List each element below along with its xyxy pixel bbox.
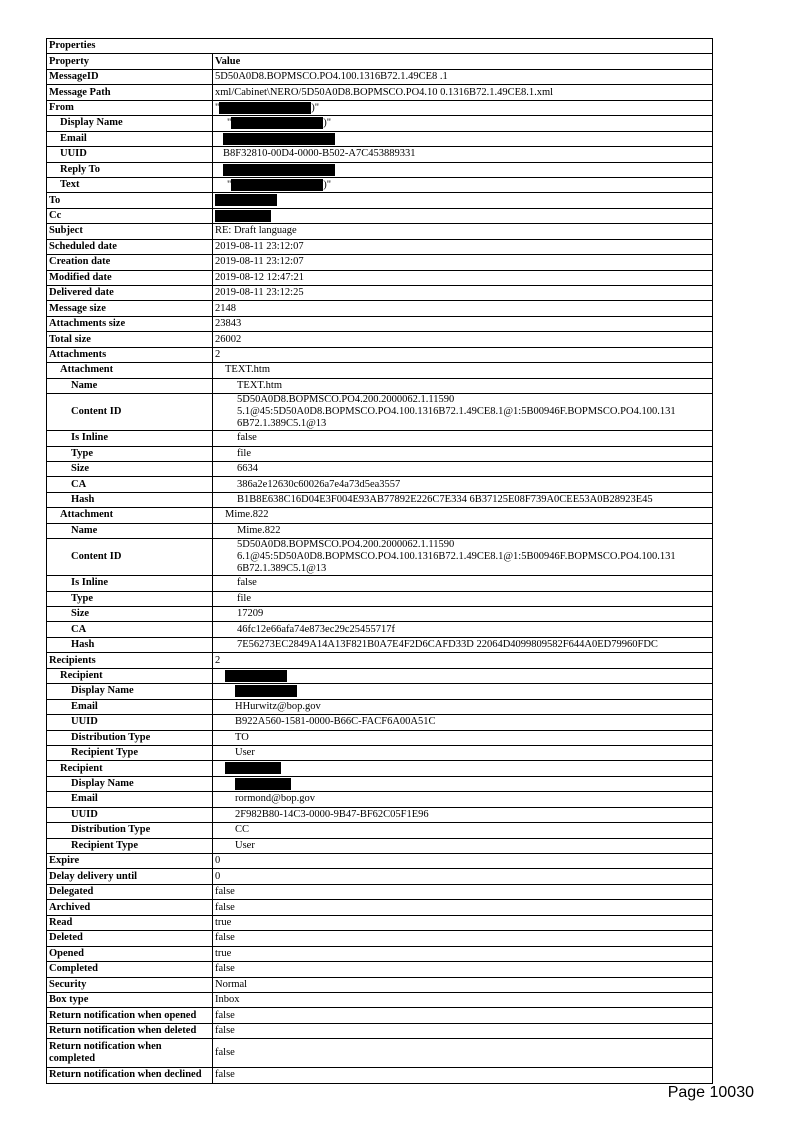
property-label: Content ID bbox=[47, 539, 213, 576]
header-value: Value bbox=[213, 54, 713, 69]
property-value bbox=[213, 316, 713, 331]
property-row bbox=[47, 255, 713, 270]
property-label: UUID bbox=[47, 715, 213, 730]
property-value bbox=[213, 477, 713, 492]
property-value bbox=[213, 208, 713, 223]
property-label: Subject bbox=[47, 224, 213, 239]
property-value bbox=[213, 492, 713, 507]
property-value-text: 6634 bbox=[237, 463, 258, 475]
property-label: Size bbox=[47, 461, 213, 476]
property-value-suffix: )" bbox=[311, 102, 320, 114]
property-value bbox=[213, 100, 713, 115]
property-row bbox=[47, 761, 713, 776]
property-row bbox=[47, 270, 713, 285]
property-value-text: 0 bbox=[215, 855, 221, 867]
property-value-text: B8F32810-00D4-0000-B502-A7C453889331 bbox=[223, 148, 416, 160]
property-value-text: 23843 bbox=[215, 318, 242, 330]
property-value bbox=[213, 539, 713, 576]
property-row bbox=[47, 539, 713, 576]
property-row bbox=[47, 301, 713, 316]
property-label: Return notification when opened bbox=[47, 1008, 213, 1023]
property-row bbox=[47, 431, 713, 446]
property-value bbox=[213, 116, 713, 131]
property-value bbox=[213, 431, 713, 446]
property-row bbox=[47, 363, 713, 378]
property-value bbox=[213, 270, 713, 285]
property-row bbox=[47, 946, 713, 961]
property-row bbox=[47, 347, 713, 362]
property-value bbox=[213, 162, 713, 177]
property-value-text: 46fc12e66afa74e873ec29c25455717f bbox=[237, 623, 396, 635]
redaction-block bbox=[235, 778, 291, 790]
property-row bbox=[47, 607, 713, 622]
redaction-block bbox=[235, 685, 297, 697]
property-value bbox=[213, 884, 713, 899]
property-label: Archived bbox=[47, 900, 213, 915]
property-value-text: 17209 bbox=[237, 608, 264, 620]
property-row bbox=[47, 684, 713, 699]
property-label: Is Inline bbox=[47, 431, 213, 446]
redaction-block bbox=[215, 194, 277, 206]
property-label: Hash bbox=[47, 492, 213, 507]
property-row bbox=[47, 332, 713, 347]
property-value-text: TEXT.htm bbox=[237, 379, 283, 391]
properties-table-body bbox=[47, 39, 713, 1084]
property-label: Name bbox=[47, 378, 213, 393]
property-row bbox=[47, 977, 713, 992]
property-label: Message size bbox=[47, 301, 213, 316]
property-label: Reply To bbox=[47, 162, 213, 177]
redaction-block bbox=[215, 210, 271, 222]
property-value-text: HHurwitz@bop.gov bbox=[235, 700, 321, 712]
property-row bbox=[47, 776, 713, 791]
property-value bbox=[213, 1008, 713, 1023]
property-value-text: 2019-08-11 23:12:07 bbox=[215, 256, 304, 268]
property-label: Completed bbox=[47, 962, 213, 977]
property-row bbox=[47, 715, 713, 730]
property-value bbox=[213, 461, 713, 476]
property-value bbox=[213, 286, 713, 301]
property-label: Attachment bbox=[47, 508, 213, 523]
property-value bbox=[213, 823, 713, 838]
property-value-text: 26002 bbox=[215, 333, 242, 345]
property-value-suffix: )" bbox=[323, 117, 332, 129]
property-label: Return notification when deleted bbox=[47, 1023, 213, 1038]
property-row bbox=[47, 576, 713, 591]
property-value bbox=[213, 301, 713, 316]
property-row bbox=[47, 931, 713, 946]
property-row bbox=[47, 69, 713, 84]
property-label: Type bbox=[47, 591, 213, 606]
property-label: CA bbox=[47, 477, 213, 492]
property-value-text: 2019-08-11 23:12:07 bbox=[215, 240, 304, 252]
property-value-text: false bbox=[215, 1069, 235, 1081]
property-label: Distribution Type bbox=[47, 730, 213, 745]
property-value-text: 5D50A0D8.BOPMSCO.PO4.200.2000062.1.11590 5.1@45:5D50A0D8.BOPMSCO.PO4.100.1316B72.1.49CE8.1@1:5B00946F.BOPMSCO.PO4.100.131 6B72.1.389C5.1@13 bbox=[237, 394, 676, 430]
property-label: To bbox=[47, 193, 213, 208]
property-value bbox=[213, 745, 713, 760]
property-value-text: false bbox=[215, 963, 235, 975]
property-value-text: 7E56273EC2849A14A13F821B0A7E4F2D6CAFD33D 22064D4099809582F644A0ED79960FDC bbox=[237, 639, 658, 651]
property-label: Distribution Type bbox=[47, 823, 213, 838]
property-value bbox=[213, 394, 713, 431]
property-label: Display Name bbox=[47, 776, 213, 791]
property-label: Deleted bbox=[47, 931, 213, 946]
property-label: Text bbox=[47, 177, 213, 192]
property-value-text: 2148 bbox=[215, 302, 236, 314]
property-value-text: B922A560-1581-0000-B66C-FACF6A00A51C bbox=[235, 716, 436, 728]
property-label: Delivered date bbox=[47, 286, 213, 301]
property-row bbox=[47, 193, 713, 208]
property-value-text: 5D50A0D8.BOPMSCO.PO4.200.2000062.1.11590 6.1@45:5D50A0D8.BOPMSCO.PO4.100.1316B72.1.49CE8.1@1:5B00946F.BOPMSCO.PO4.100.131 6B72.1.389C5.1@13 bbox=[237, 539, 676, 575]
property-label: Display Name bbox=[47, 684, 213, 699]
property-row bbox=[47, 224, 713, 239]
property-row bbox=[47, 637, 713, 652]
property-row bbox=[47, 699, 713, 714]
property-value-text: false bbox=[237, 577, 257, 589]
property-label: UUID bbox=[47, 147, 213, 162]
property-row bbox=[47, 100, 713, 115]
property-row bbox=[47, 900, 713, 915]
property-label: Email bbox=[47, 131, 213, 146]
property-label: Attachment bbox=[47, 363, 213, 378]
redaction-block bbox=[219, 102, 311, 114]
property-row bbox=[47, 807, 713, 822]
property-row bbox=[47, 915, 713, 930]
property-value-text: false bbox=[215, 1009, 235, 1021]
property-value-text: false bbox=[215, 1047, 235, 1059]
property-row bbox=[47, 316, 713, 331]
property-label: Email bbox=[47, 699, 213, 714]
property-row bbox=[47, 962, 713, 977]
property-value bbox=[213, 508, 713, 523]
property-label: Attachments bbox=[47, 347, 213, 362]
property-value-text: 2 bbox=[215, 654, 221, 666]
property-row bbox=[47, 477, 713, 492]
property-label: Recipients bbox=[47, 653, 213, 668]
property-row bbox=[47, 461, 713, 476]
table-title: Properties bbox=[47, 39, 713, 54]
property-row bbox=[47, 622, 713, 637]
property-value-text: 2 bbox=[215, 348, 221, 360]
property-label: MessageID bbox=[47, 69, 213, 84]
property-row bbox=[47, 147, 713, 162]
property-label: Size bbox=[47, 607, 213, 622]
property-value-text: file bbox=[237, 447, 251, 459]
property-label: Message Path bbox=[47, 85, 213, 100]
property-value-text: TEXT.htm bbox=[225, 364, 271, 376]
property-value bbox=[213, 69, 713, 84]
property-value-text: 0 bbox=[215, 870, 221, 882]
property-value bbox=[213, 992, 713, 1007]
property-row bbox=[47, 1039, 713, 1068]
property-label: UUID bbox=[47, 807, 213, 822]
property-value-text: 2F982B80-14C3-0000-9B47-BF62C05F1E96 bbox=[235, 808, 429, 820]
property-label: Name bbox=[47, 523, 213, 538]
property-label: Recipient Type bbox=[47, 745, 213, 760]
property-row bbox=[47, 838, 713, 853]
property-row bbox=[47, 523, 713, 538]
property-label: Total size bbox=[47, 332, 213, 347]
property-label: CA bbox=[47, 622, 213, 637]
property-value bbox=[213, 977, 713, 992]
property-value bbox=[213, 761, 713, 776]
property-value-text: false bbox=[215, 1025, 235, 1037]
property-label: Is Inline bbox=[47, 576, 213, 591]
property-value-text: Inbox bbox=[215, 994, 240, 1006]
property-label: Return notification when completed bbox=[47, 1039, 213, 1068]
property-value-text: false bbox=[215, 901, 235, 913]
property-value bbox=[213, 869, 713, 884]
property-value bbox=[213, 576, 713, 591]
property-value bbox=[213, 946, 713, 961]
property-value bbox=[213, 931, 713, 946]
property-row bbox=[47, 854, 713, 869]
property-value bbox=[213, 807, 713, 822]
redaction-block bbox=[225, 762, 281, 774]
property-label: Email bbox=[47, 792, 213, 807]
property-row bbox=[47, 792, 713, 807]
property-value-text: " bbox=[215, 102, 220, 114]
property-value-text: true bbox=[215, 947, 232, 959]
property-value bbox=[213, 699, 713, 714]
property-label: Recipient bbox=[47, 761, 213, 776]
property-value bbox=[213, 239, 713, 254]
page-number: Page 10030 bbox=[667, 1084, 754, 1101]
property-value-text: User bbox=[235, 839, 255, 851]
redaction-block bbox=[225, 670, 287, 682]
property-value-suffix: )" bbox=[323, 179, 332, 191]
property-value bbox=[213, 668, 713, 683]
property-value-text: 386a2e12630c60026a7e4a73d5ea3557 bbox=[237, 478, 401, 490]
property-row bbox=[47, 208, 713, 223]
property-value bbox=[213, 446, 713, 461]
property-value-text: false bbox=[215, 886, 235, 898]
property-value bbox=[213, 378, 713, 393]
property-label: Creation date bbox=[47, 255, 213, 270]
property-value bbox=[213, 607, 713, 622]
property-row bbox=[47, 591, 713, 606]
property-row bbox=[47, 239, 713, 254]
property-row bbox=[47, 492, 713, 507]
property-value bbox=[213, 591, 713, 606]
property-value bbox=[213, 131, 713, 146]
property-value-text: 2019-08-12 12:47:21 bbox=[215, 271, 304, 283]
property-value bbox=[213, 147, 713, 162]
table-title-row bbox=[47, 39, 713, 54]
property-row bbox=[47, 823, 713, 838]
property-value-text: Normal bbox=[215, 978, 248, 990]
property-row bbox=[47, 869, 713, 884]
property-value-text: CC bbox=[235, 824, 250, 836]
property-value-text: " bbox=[227, 117, 232, 129]
property-row bbox=[47, 508, 713, 523]
property-label: Recipient bbox=[47, 668, 213, 683]
property-value-text: " bbox=[227, 179, 232, 191]
property-value-text: User bbox=[235, 747, 255, 759]
property-label: Read bbox=[47, 915, 213, 930]
property-label: From bbox=[47, 100, 213, 115]
table-header-row bbox=[47, 54, 713, 69]
redaction-block bbox=[231, 117, 323, 129]
properties-table bbox=[46, 38, 713, 1084]
property-row bbox=[47, 177, 713, 192]
property-value bbox=[213, 193, 713, 208]
property-value bbox=[213, 653, 713, 668]
property-label: Expire bbox=[47, 854, 213, 869]
property-label: Delegated bbox=[47, 884, 213, 899]
property-value bbox=[213, 962, 713, 977]
property-value-text: TO bbox=[235, 731, 249, 743]
property-row bbox=[47, 653, 713, 668]
property-value-text: Mime.822 bbox=[237, 524, 281, 536]
property-value bbox=[213, 224, 713, 239]
property-row bbox=[47, 286, 713, 301]
property-row bbox=[47, 730, 713, 745]
property-value bbox=[213, 900, 713, 915]
property-label: Scheduled date bbox=[47, 239, 213, 254]
property-value-text: 5D50A0D8.BOPMSCO.PO4.100.1316B72.1.49CE8 .1 bbox=[215, 71, 448, 83]
property-value-text: Mime.822 bbox=[225, 509, 269, 521]
property-value bbox=[213, 915, 713, 930]
property-row bbox=[47, 116, 713, 131]
redaction-block bbox=[223, 133, 335, 145]
redaction-block bbox=[231, 179, 323, 191]
property-label: Box type bbox=[47, 992, 213, 1007]
property-value bbox=[213, 715, 713, 730]
property-value bbox=[213, 1023, 713, 1038]
property-label: Attachments size bbox=[47, 316, 213, 331]
property-value-text: RE: Draft language bbox=[215, 225, 297, 237]
property-row bbox=[47, 378, 713, 393]
property-value bbox=[213, 523, 713, 538]
property-value bbox=[213, 637, 713, 652]
property-value bbox=[213, 85, 713, 100]
header-property: Property bbox=[47, 54, 213, 69]
property-value bbox=[213, 792, 713, 807]
property-label: Content ID bbox=[47, 394, 213, 431]
property-value-text: xml/Cabinet\NERO/5D50A0D8.BOPMSCO.PO4.10 0.1316B72.1.49CE8.1.xml bbox=[215, 86, 554, 98]
property-value bbox=[213, 854, 713, 869]
property-value bbox=[213, 622, 713, 637]
property-row bbox=[47, 1023, 713, 1038]
property-label: Delay delivery until bbox=[47, 869, 213, 884]
property-value bbox=[213, 776, 713, 791]
property-value-text: rormond@bop.gov bbox=[235, 793, 315, 805]
property-row bbox=[47, 162, 713, 177]
property-row bbox=[47, 992, 713, 1007]
property-row bbox=[47, 745, 713, 760]
property-value-text: file bbox=[237, 592, 251, 604]
property-row bbox=[47, 131, 713, 146]
property-label: Recipient Type bbox=[47, 838, 213, 853]
property-value bbox=[213, 177, 713, 192]
property-value-text: false bbox=[237, 432, 257, 444]
property-label: Modified date bbox=[47, 270, 213, 285]
property-value-text: B1B8E638C16D04E3F004E93AB77892E226C7E334 6B37125E08F739A0CEE53A0B28923E45 bbox=[237, 494, 653, 506]
property-row bbox=[47, 446, 713, 461]
property-value-text: false bbox=[215, 932, 235, 944]
property-row bbox=[47, 1008, 713, 1023]
property-label: Opened bbox=[47, 946, 213, 961]
property-value bbox=[213, 1068, 713, 1083]
property-label: Return notification when declined bbox=[47, 1068, 213, 1083]
property-value bbox=[213, 838, 713, 853]
property-row bbox=[47, 668, 713, 683]
property-label: Cc bbox=[47, 208, 213, 223]
property-row bbox=[47, 85, 713, 100]
property-row bbox=[47, 884, 713, 899]
property-value bbox=[213, 684, 713, 699]
property-value bbox=[213, 363, 713, 378]
property-row bbox=[47, 1068, 713, 1083]
property-label: Display Name bbox=[47, 116, 213, 131]
property-value bbox=[213, 332, 713, 347]
redaction-block bbox=[223, 164, 335, 176]
property-label: Hash bbox=[47, 637, 213, 652]
property-value-text: 2019-08-11 23:12:25 bbox=[215, 287, 304, 299]
property-value bbox=[213, 730, 713, 745]
property-value bbox=[213, 255, 713, 270]
property-value-text: true bbox=[215, 916, 232, 928]
property-value bbox=[213, 347, 713, 362]
property-row bbox=[47, 394, 713, 431]
property-label: Security bbox=[47, 977, 213, 992]
property-value bbox=[213, 1039, 713, 1068]
property-label: Type bbox=[47, 446, 213, 461]
